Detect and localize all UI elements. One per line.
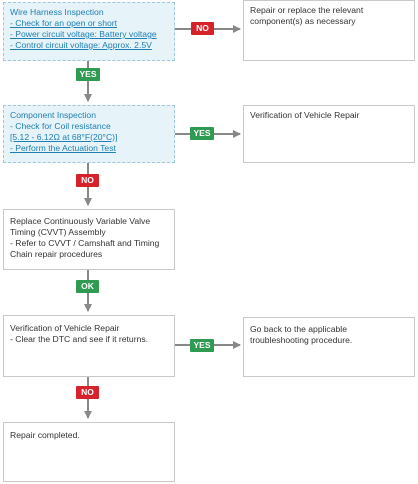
no-badge-2: NO <box>76 174 99 187</box>
verification-2-line-2: - Clear the DTC and see if it returns. <box>10 334 149 344</box>
component-inspection-box <box>3 105 175 163</box>
component-item-resistance-spec[interactable]: [5.12 - 6.12Ω at 68°F(20°C)] <box>10 132 118 142</box>
repair-replace-box <box>243 0 415 61</box>
verification-repair-box-1 <box>243 105 415 163</box>
repair-completed-line-1: Repair completed. <box>10 430 80 440</box>
verification-repair-box-2 <box>3 315 175 377</box>
yes-badge-2: YES <box>190 127 214 140</box>
no-badge-3: NO <box>76 386 99 399</box>
replace-cvvt-line-3: - Refer to CVVT / Camshaft and Timing <box>10 238 160 248</box>
replace-cvvt-line-2: Timing (CVVT) Assembly <box>10 227 106 237</box>
ok-badge: OK <box>76 280 99 293</box>
wire-harness-item-power-voltage[interactable]: - Power circuit voltage: Battery voltage <box>10 29 157 39</box>
go-back-line-2: troubleshooting procedure. <box>250 335 353 345</box>
replace-cvvt-line-4: Chain repair procedures <box>10 249 103 259</box>
wire-harness-inspection-box <box>3 2 175 61</box>
yes-badge-3: YES <box>190 339 214 352</box>
repair-replace-line-2: component(s) as necessary <box>250 16 356 26</box>
no-badge-1: NO <box>191 22 214 35</box>
wire-harness-item-open-short[interactable]: - Check for an open or short <box>10 18 117 28</box>
component-item-coil-resistance: - Check for Coil resistance <box>10 121 111 131</box>
replace-cvvt-box <box>3 209 175 270</box>
go-back-box <box>243 317 415 377</box>
replace-cvvt-line-1: Replace Continuously Variable Valve <box>10 216 151 226</box>
wire-harness-item-control-voltage[interactable]: - Control circuit voltage: Approx. 2.5V <box>10 40 152 50</box>
verification-2-line-1: Verification of Vehicle Repair <box>10 323 120 333</box>
repair-replace-line-1: Repair or replace the relevant <box>250 5 364 15</box>
repair-completed-box <box>3 422 175 482</box>
verification-1-line-1: Verification of Vehicle Repair <box>250 110 360 120</box>
component-inspection-title: Component Inspection <box>10 110 96 120</box>
yes-badge-1: YES <box>76 68 100 81</box>
go-back-line-1: Go back to the applicable <box>250 324 347 334</box>
component-item-actuation-test[interactable]: - Perform the Actuation Test <box>10 143 116 153</box>
wire-harness-title: Wire Harness Inspection <box>10 7 104 17</box>
